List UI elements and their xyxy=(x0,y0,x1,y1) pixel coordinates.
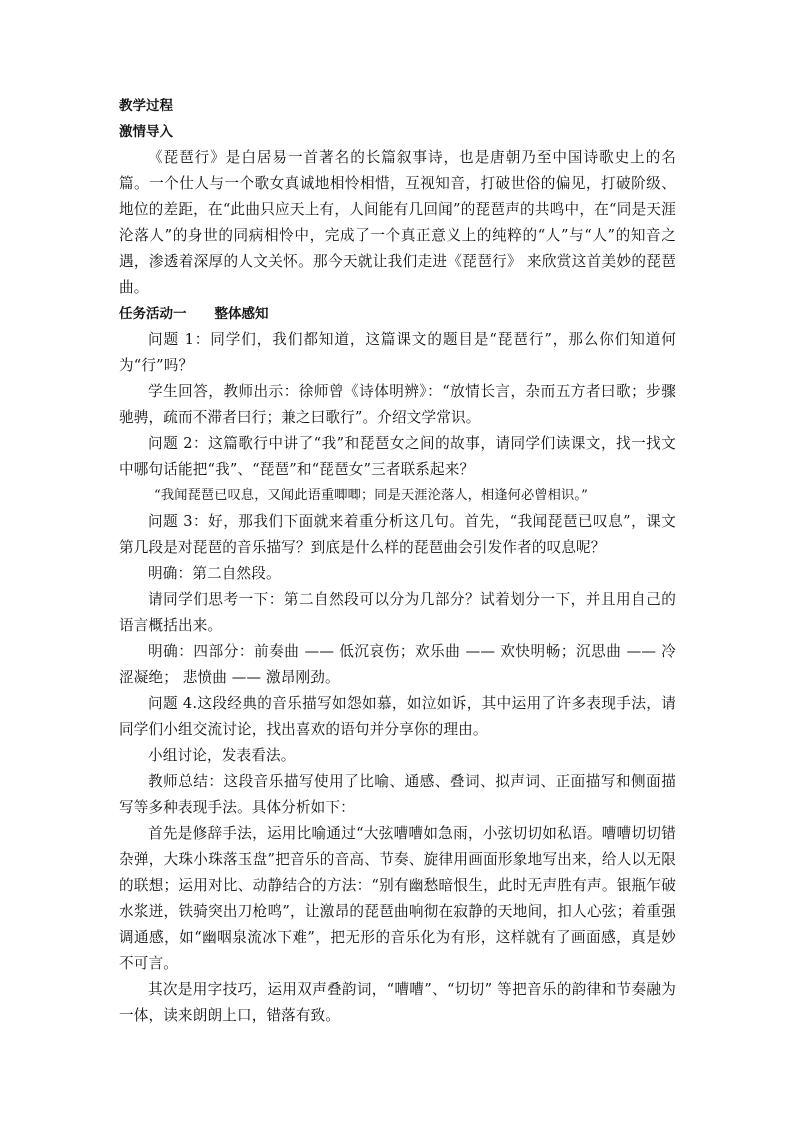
task-heading-label: 任务活动一 xyxy=(119,306,187,322)
intro-heading: 激情导入 xyxy=(119,124,173,140)
intro-paragraph: 《琵琶行》是白居易一首著名的长篇叙事诗，也是唐朝乃至中国诗歌史上的名篇。一个仕人与一个歌女真诚地相怜相惜，互视知音，打破世俗的偏见，打破阶级、地位的差距，在“此曲只应天上有，人间能有几回闻”的琵琶声的共鸣中，在“同是天涯沦落人”的身世的同病相怜中，完成了一个真正意义上的纯粹的“人”与“人”的知音之遇，渗透着深厚的人文关怀。那今天就让我们走进《琵琶行》 来欣赏这首美妙的琵琶曲。 xyxy=(119,149,676,296)
prompt-paragraph: 请同学们思考一下：第二自然段可以分为几部分？试着划分一下，并且用自己的语言概括出来。 xyxy=(119,591,676,634)
group-discussion-paragraph: 小组讨论，发表看法。 xyxy=(148,747,296,764)
answer-1-paragraph: 学生回答，教师出示：徐师曾《诗体明辨》：“放情长言，杂而五方者曰歌；步骤驰骋，疏而不滞者曰行；兼之曰歌行”。介绍文学常识。 xyxy=(119,383,676,426)
rhetoric-analysis-paragraph: 首先是修辞手法，运用比喻通过“大弦嘈嘈如急雨，小弦切切如私语。嘈嘈切切错杂弹，大珠小珠落玉盘”把音乐的音高、节奏、旋律用画面形象地写出来，给人以无限的联想；运用对比、动静结合的方法：“别有幽愁暗恨生，此时无声胜有声。银瓶乍破水浆迸，铁骑突出刀枪鸣”，让激昂的琵琶曲响彻在寂静的天地间，扣人心弦；着重强调通感，如“幽咽泉流冰下难”，把无形的音乐化为有形，这样就有了画面感，真是妙不可言。 xyxy=(119,825,676,972)
document-page xyxy=(119,93,676,1029)
question-1-paragraph: 问题 1：同学们，我们都知道，这篇课文的题目是“琵琶行”，那么你们知道何为“行”吗？ xyxy=(119,331,676,374)
question-2-paragraph: 问题 2：这篇歌行中讲了“我”和琵琶女之间的故事，请同学们读课文，找一找文中哪句话能把“我”、“琵琶”和“琵琶女”三者联系起来？ xyxy=(119,435,676,478)
quote-paragraph: “我闻琵琶已叹息，又闻此语重唧唧；同是天涯沦落人，相逢何必曾相识。” xyxy=(154,488,588,503)
word-technique-paragraph: 其次是用字技巧，运用双声叠韵词，“嘈嘈”、“切切” 等把音乐的韵律和节奏融为一体，读来朗朗上口，错落有致。 xyxy=(119,981,676,1024)
section-title: 教学过程 xyxy=(119,98,173,114)
answer-parts-paragraph: 明确：四部分：前奏曲 —— 低沉哀伤；欢乐曲 —— 欢快明畅；沉思曲 —— 冷涩凝绝； 悲愤曲 —— 激昂刚劲。 xyxy=(119,643,676,686)
task-heading xyxy=(119,301,676,327)
question-3-paragraph: 问题 3：好，那我们下面就来着重分析这几句。首先，“我闻琵琶已叹息”，课文第几段是对琵琶的音乐描写？到底是什么样的琵琶曲会引发作者的叹息呢？ xyxy=(119,513,676,556)
answer-3-paragraph: 明确：第二自然段。 xyxy=(148,565,281,582)
teacher-summary-paragraph: 教师总结：这段音乐描写使用了比喻、通感、叠词、拟声词、正面描写和侧面描写等多种表现手法。具体分析如下： xyxy=(119,773,676,816)
question-4-paragraph: 问题 4.这段经典的音乐描写如怨如慕，如泣如诉，其中运用了许多表现手法，请同学们小组交流讨论，找出喜欢的语句并分享你的理由。 xyxy=(119,695,676,738)
task-heading-title: 整体感知 xyxy=(214,306,269,322)
